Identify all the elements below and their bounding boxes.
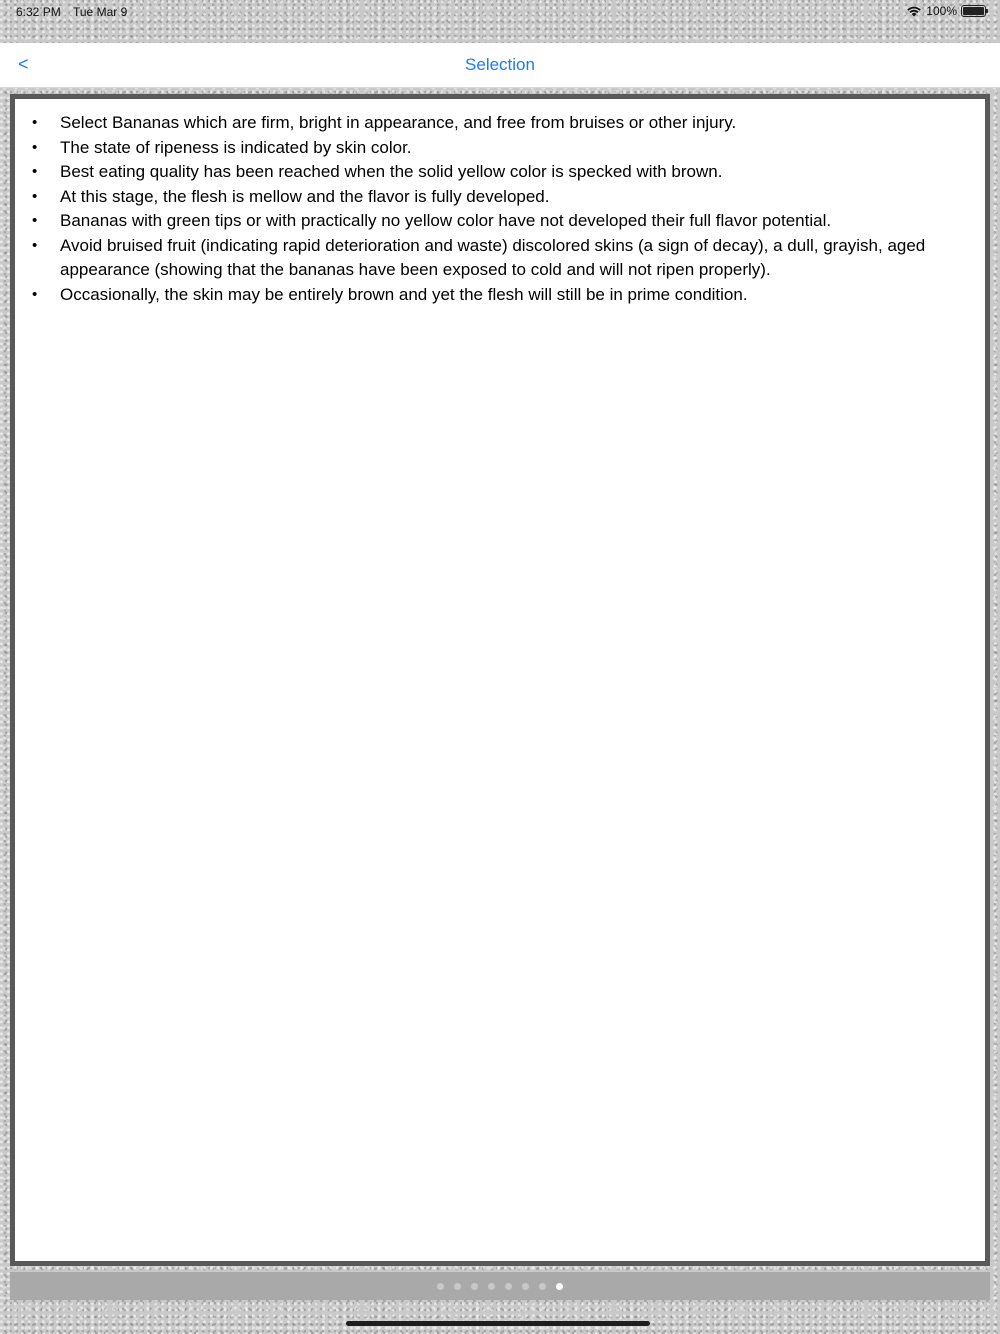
list-item bbox=[30, 111, 967, 136]
bullet-icon: • bbox=[32, 212, 38, 229]
page-dot-8[interactable] bbox=[556, 1283, 563, 1290]
bullet-icon: • bbox=[32, 114, 38, 131]
list-item bbox=[30, 209, 967, 234]
list-item-text: Select Bananas which are firm, bright in appearance, and free from bruises or other injury. bbox=[60, 113, 737, 132]
wifi-icon bbox=[906, 5, 922, 17]
list-item bbox=[30, 283, 967, 308]
bullet-list bbox=[15, 99, 985, 307]
list-item bbox=[30, 160, 967, 185]
page-dot-1[interactable] bbox=[437, 1283, 444, 1290]
status-bar bbox=[0, 0, 1000, 24]
list-item bbox=[30, 185, 967, 210]
page-dot-3[interactable] bbox=[471, 1283, 478, 1290]
page-dot-5[interactable] bbox=[505, 1283, 512, 1290]
status-indicators bbox=[906, 4, 986, 18]
page-dot-6[interactable] bbox=[522, 1283, 529, 1290]
bullet-icon: • bbox=[32, 138, 38, 156]
page-dots bbox=[437, 1283, 563, 1290]
status-time: 6:32 PM bbox=[16, 5, 61, 19]
bullet-icon: • bbox=[32, 285, 38, 303]
page-control[interactable] bbox=[10, 1272, 990, 1300]
page-title: Selection bbox=[465, 55, 535, 74]
bullet-icon: • bbox=[32, 187, 38, 205]
list-item-text: Bananas with green tips or with practically no yellow color have not developed their full flavor potential. bbox=[60, 211, 832, 230]
bullet-icon: • bbox=[32, 236, 38, 254]
page-dot-2[interactable] bbox=[454, 1283, 461, 1290]
list-item-text: The state of ripeness is indicated by skin color. bbox=[60, 137, 412, 157]
list-item bbox=[30, 136, 967, 161]
list-item-text: Best eating quality has been reached when the solid yellow color is specked with brown. bbox=[60, 162, 723, 181]
status-date: Tue Mar 9 bbox=[73, 5, 128, 19]
battery-fill bbox=[963, 7, 984, 15]
bullet-icon: • bbox=[32, 163, 38, 180]
list-item-text: Occasionally, the skin may be entirely brown and yet the flesh will still be in prime condition. bbox=[60, 284, 748, 304]
page-dot-7[interactable] bbox=[539, 1283, 546, 1290]
battery-icon bbox=[961, 5, 986, 17]
content-panel[interactable] bbox=[10, 94, 990, 1266]
back-button[interactable]: < bbox=[18, 54, 29, 74]
battery-percentage: 100% bbox=[926, 4, 957, 18]
page-dot-4[interactable] bbox=[488, 1283, 495, 1290]
list-item-text: Avoid bruised fruit (indicating rapid deterioration and waste) discolored skins (a sign of decay), a dull, grayish, aged appearance (showing that the bananas have been exposed to cold and will not ripen properly). bbox=[60, 235, 926, 279]
home-indicator[interactable] bbox=[346, 1321, 650, 1326]
navigation-bar bbox=[0, 43, 1000, 88]
list-item-text: At this stage, the flesh is mellow and the flavor is fully developed. bbox=[60, 186, 550, 206]
list-item bbox=[30, 234, 967, 283]
